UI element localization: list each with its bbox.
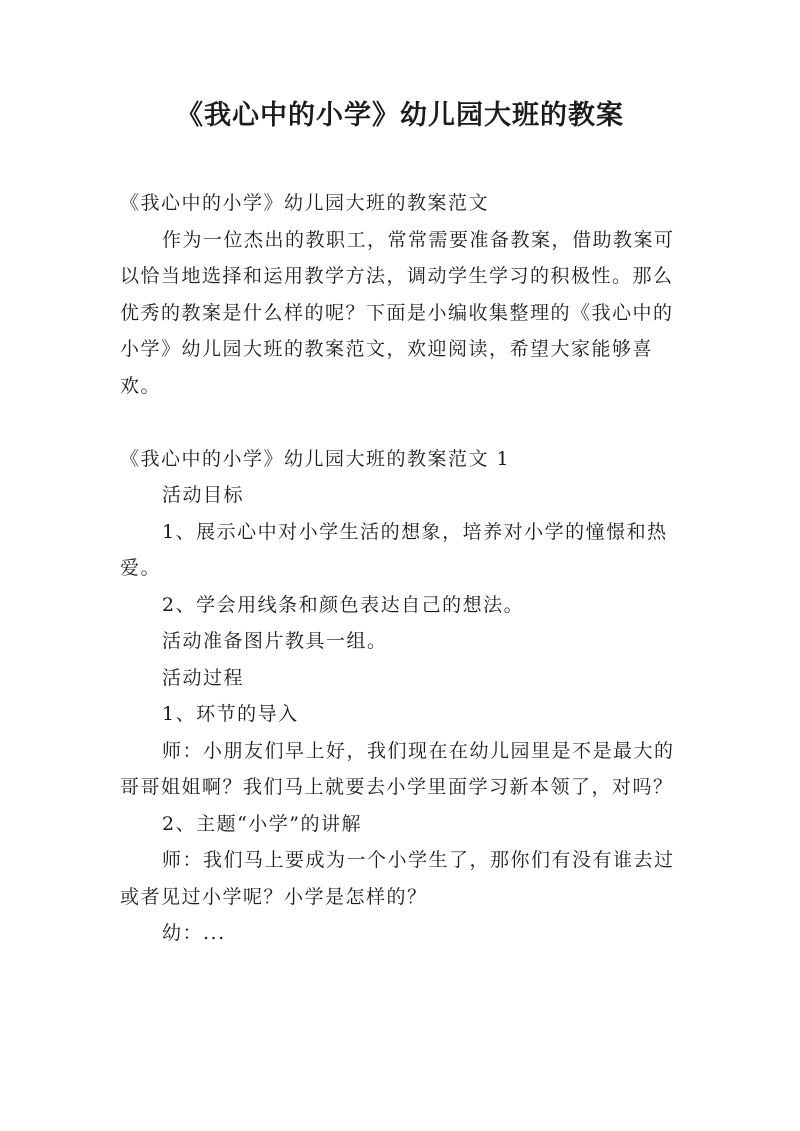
document-body [120,185,685,952]
teacher-dialogue-2: 师：我们马上要成为一个小学生了，那你们有没有谁去过或者见过小学呢？小学是怎样的？ [120,849,675,908]
paragraph-gap [120,404,685,441]
teacher-dialogue-1: 师：小朋友们早上好，我们现在在幼儿园里是不是最大的哥哥姐姐啊？我们马上就要去小学里面学习新本领了，对吗？ [120,739,675,798]
step-2: 2、主题“小学”的讲解 [162,812,363,835]
subtitle: 《我心中的小学》幼儿园大班的教案范文 [120,192,490,214]
child-dialogue-1: 幼：... [162,922,226,944]
goal-item-2: 2、学会用线条和颜色表达自己的想法。 [162,593,525,616]
process-heading: 活动过程 [162,666,245,689]
page-title: 《我心中的小学》幼儿园大班的教案 [176,100,624,131]
section-heading: 《我心中的小学》幼儿园大班的教案范文 1 [120,447,511,470]
goal-item-1: 1、展示心中对小学生活的想象，培养对小学的憧憬和热爱。 [120,520,668,579]
intro-paragraph: 作为一位杰出的教职工，常常需要准备教案，借助教案可以恰当地选择和运用教学方法，调动学生学习的积极性。那么优秀的教案是什么样的呢？下面是小编收集整理的《我心中的小学》幼儿园大班的教案范文，欢迎阅读，希望大家能够喜欢。 [120,228,675,397]
preparation-text: 活动准备图片教具一组。 [162,630,388,652]
step-1: 1、环节的导入 [162,703,299,725]
goals-heading: 活动目标 [162,484,245,506]
